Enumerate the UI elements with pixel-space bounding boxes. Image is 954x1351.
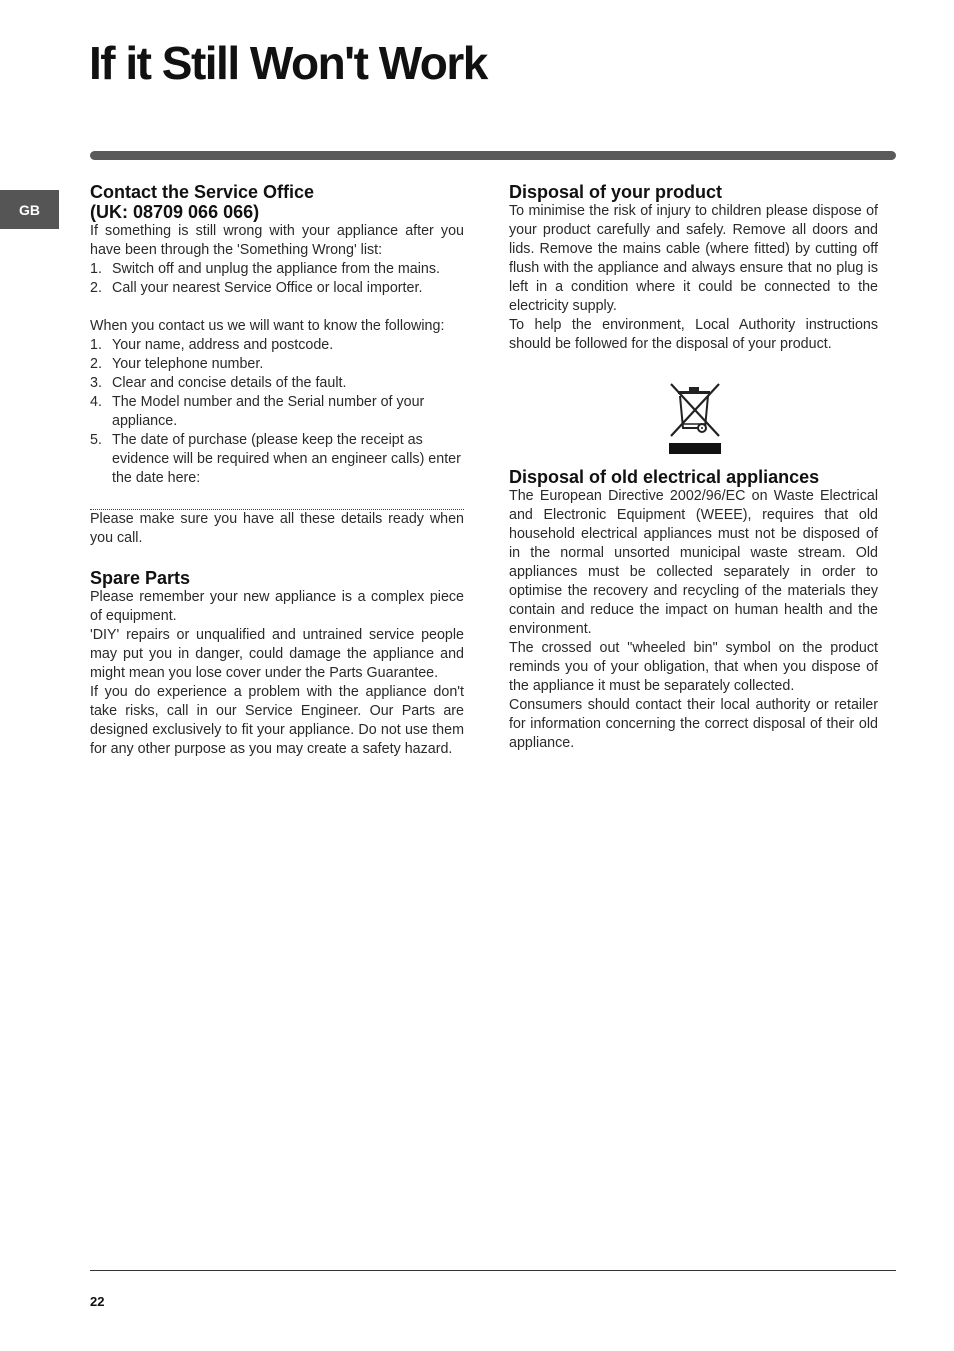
know-intro: When you contact us we will want to know the following:: [90, 318, 445, 334]
spare-parts-p1: Please remember your new appliance is a complex piece of equipment.: [90, 589, 464, 624]
list-item: 2. Call your nearest Service Office or local importer.: [90, 280, 423, 296]
contact-heading: [90, 182, 464, 222]
title-rule: [90, 151, 896, 160]
right-column: [509, 182, 878, 753]
page-number: 22: [90, 1294, 105, 1309]
weee-heading: Disposal of old electrical appliances: [509, 467, 820, 487]
contact-heading-line2: (UK: 08709 066 066): [90, 202, 260, 222]
spare-parts-heading: Spare Parts: [90, 568, 191, 588]
list-item: 1. Your name, address and postcode.: [90, 337, 334, 353]
spare-parts-p2: 'DIY' repairs or unqualified and untrained service people may put you in danger, could damage the appliance and might mean you lose cover under the Parts Guarantee.: [90, 627, 464, 681]
weee-p1: The European Directive 2002/96/EC on Waste Electrical and Electronic Equipment (WEEE), requires that old household electrical appliances must not be disposed of in the normal unsorted municipal waste stream. Old appliances must be collected separately in order to optimise the recovery and recycling of the materials they contain and reduce the impact on human health and the environment.: [509, 488, 878, 637]
disposal-product-heading: Disposal of your product: [509, 182, 723, 202]
ready-note: Please make sure you have all these details ready when you call.: [90, 511, 464, 546]
disposal-product-p1: To minimise the risk of injury to children please dispose of your product carefully and safely. Remove all doors and lids. Remove the mains cable (where fitted) by cutting off flush with the appliance and always ensure that no plug is left in a condition where it could be connected to the electricity supply.: [509, 203, 878, 314]
disposal-product-p2: To help the environment, Local Authority instructions should be followed for the disposal of your product.: [509, 317, 878, 352]
list-item: 4. The Model number and the Serial number of your appliance.: [90, 394, 425, 429]
weee-p2: The crossed out "wheeled bin" symbol on the product reminds you of your obligation, that when you dispose of the appliance it must be separately collected.: [509, 640, 878, 694]
weee-symbol: [509, 381, 878, 457]
crossed-out-wheeled-bin-icon: [669, 381, 721, 455]
contact-steps-list: [90, 260, 464, 298]
left-column: [90, 182, 464, 759]
list-item: 5. The date of purchase (please keep the receipt as evidence will be required when an engineer calls) enter the date here:: [90, 432, 461, 486]
weee-p3: Consumers should contact their local authority or retailer for information concerning the correct disposal of their old appliance.: [509, 697, 878, 751]
contact-intro: If something is still wrong with your appliance after you have been through the 'Something Wrong' list:: [90, 223, 464, 258]
footer-rule: [90, 1270, 896, 1271]
list-item: 2. Your telephone number.: [90, 356, 264, 372]
list-item: 3. Clear and concise details of the fault.: [90, 375, 347, 391]
page-title: If it Still Won't Work: [89, 37, 487, 89]
spare-parts-p3: If you do experience a problem with the appliance don't take risks, call in our Service Engineer. Our Parts are designed exclusively to fit your appliance. Do not use them for any other purpose as you may create a safety hazard.: [90, 684, 464, 757]
list-item: 1. Switch off and unplug the appliance from the mains.: [90, 261, 440, 277]
contact-details-list: [90, 336, 464, 488]
contact-heading-line1: Contact the Service Office: [90, 182, 315, 202]
language-tab: GB: [0, 190, 59, 229]
